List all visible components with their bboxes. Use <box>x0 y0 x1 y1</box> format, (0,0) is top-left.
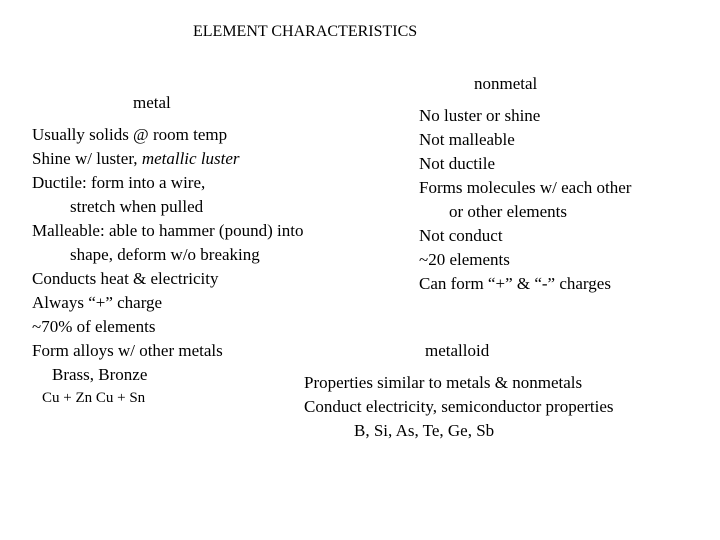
metal-alloy-examples: Brass, Bronze <box>52 365 148 384</box>
metal-heading: metal <box>133 93 171 112</box>
metal-line-malleable: Malleable: able to hammer (pound) into <box>32 221 304 240</box>
metal-properties-list <box>32 123 303 363</box>
metalloid-line-examples: B, Si, As, Te, Ge, Sb <box>354 421 495 440</box>
nonmetal-line-charges: Can form “+” & “-” charges <box>419 274 611 293</box>
metal-line-conducts: Conducts heat & electricity <box>32 269 219 288</box>
nonmetal-heading: nonmetal <box>474 74 538 93</box>
metal-line-state: Usually solids @ room temp <box>32 125 228 144</box>
nonmetal-line-malleable: Not malleable <box>419 130 515 149</box>
metal-line-percent: ~70% of elements <box>32 317 156 336</box>
nonmetal-line-molecules-cont: or other elements <box>449 202 568 221</box>
nonmetal-properties-list <box>419 104 631 296</box>
metal-line-ductile: Ductile: form into a wire, <box>32 173 206 192</box>
nonmetal-line-ductile: Not ductile <box>419 154 496 173</box>
metal-line-luster <box>32 147 303 171</box>
metalloid-heading: metalloid <box>425 341 490 360</box>
metalloid-line-conduct: Conduct electricity, semiconductor properties <box>304 397 614 416</box>
page-title: ELEMENT CHARACTERISTICS <box>193 23 418 40</box>
metal-alloy-formulas: Cu + Zn Cu + Sn <box>42 390 146 406</box>
metal-line-ductile-cont: stretch when pulled <box>70 197 204 216</box>
metal-line-malleable-cont: shape, deform w/o breaking <box>70 245 260 264</box>
nonmetal-line-luster: No luster or shine <box>419 106 541 125</box>
metal-line-alloys: Form alloys w/ other metals <box>32 341 223 360</box>
metalloid-properties-list <box>304 371 614 443</box>
metal-line-charge: Always “+” charge <box>32 293 163 312</box>
metalloid-line-similar: Properties similar to metals & nonmetals <box>304 373 583 392</box>
metal-line-luster-italic: metallic luster <box>141 149 240 168</box>
nonmetal-line-conduct: Not conduct <box>419 226 503 245</box>
metal-line-luster-text: Shine w/ luster, <box>32 149 142 168</box>
nonmetal-line-molecules: Forms molecules w/ each other <box>419 178 632 197</box>
nonmetal-line-percent: ~20 elements <box>419 250 510 269</box>
